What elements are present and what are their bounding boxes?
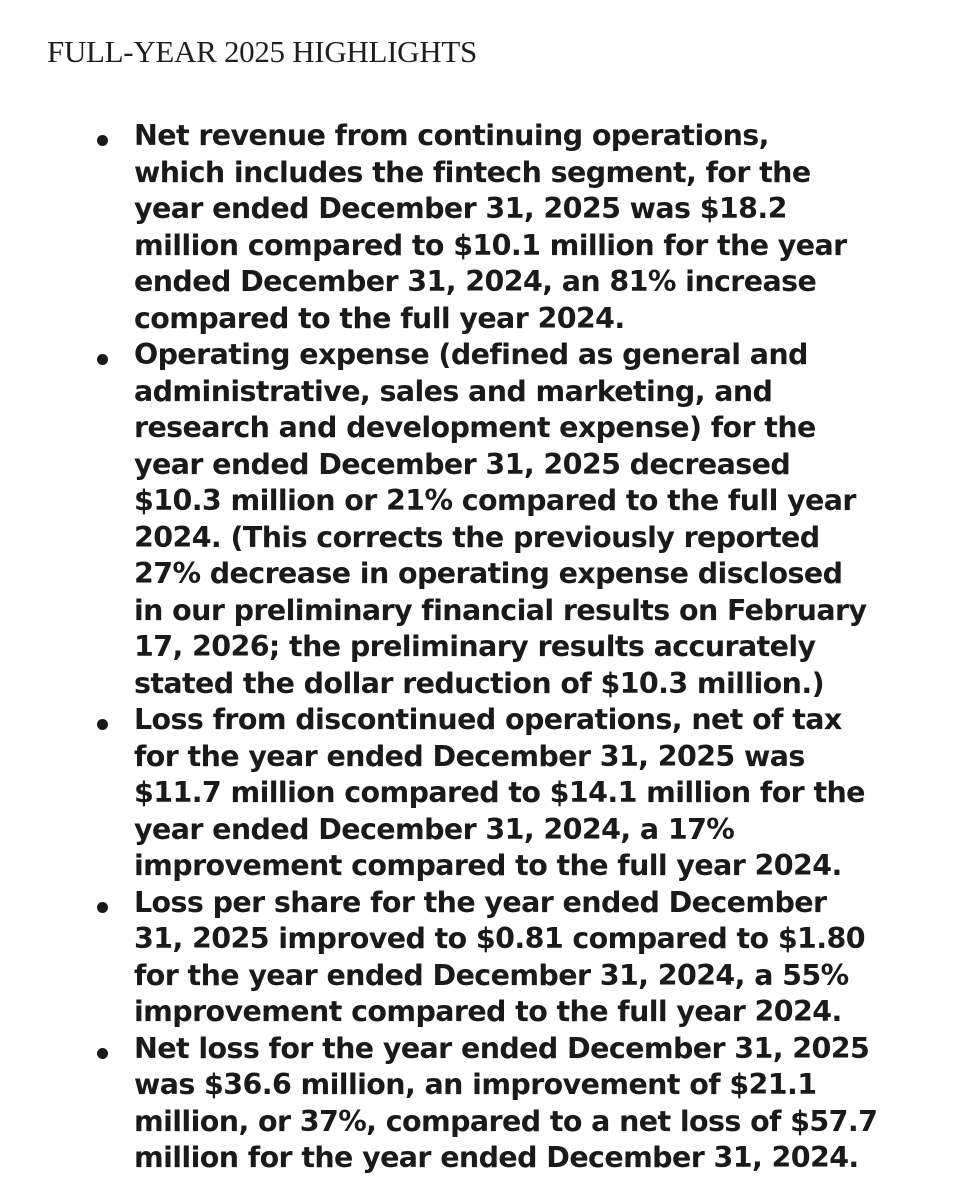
highlight-line: stated the dollar reduction of $10.3 million.) (134, 666, 825, 700)
bullet-icon (97, 1048, 108, 1059)
highlight-line: year ended December 31, 2025 was $18.2 (134, 192, 787, 225)
highlight-line: Operating expense (defined as general and (134, 338, 808, 371)
highlight-line: ended December 31, 2024, an 81% increase (134, 265, 817, 298)
highlight-item (0, 337, 934, 702)
highlight-item (0, 702, 934, 885)
highlight-line: for the year ended December 31, 2024, a 55% (134, 958, 849, 992)
highlight-item (0, 118, 934, 337)
bullet-icon (97, 902, 108, 913)
highlight-line: million, or 37%, compared to a net loss of $57.7 (134, 1104, 878, 1138)
highlight-line: 17, 2026; the preliminary results accurately (134, 630, 816, 663)
highlight-line: year ended December 31, 2024, a 17% (134, 812, 735, 846)
highlight-line: year ended December 31, 2025 decreased (134, 447, 791, 481)
highlight-line: 27% decrease in operating expense disclosed (134, 557, 843, 590)
highlight-line: million for the year ended December 31, 2024. (134, 1141, 859, 1174)
highlight-line: which includes the fintech segment, for the (134, 155, 811, 189)
highlight-item (0, 885, 934, 1031)
highlight-item (0, 1031, 934, 1177)
highlight-line: 31, 2025 improved to $0.81 compared to $1.80 (134, 922, 865, 955)
highlight-line: improvement compared to the full year 2024. (134, 995, 842, 1028)
highlight-line: 2024. (This corrects the previously reported (134, 520, 820, 554)
highlight-line: compared to the full year 2024. (134, 301, 625, 335)
highlight-line: administrative, sales and marketing, and (134, 374, 773, 408)
bullet-icon (97, 135, 108, 146)
highlight-line: Net revenue from continuing operations, (134, 119, 769, 152)
highlight-line: Loss from discontinued operations, net of tax (134, 703, 842, 736)
highlight-line: Loss per share for the year ended December (134, 885, 827, 919)
highlight-line: was $36.6 million, an improvement of $21.1 (134, 1068, 817, 1101)
highlight-line: $11.7 million compared to $14.1 million for the (134, 776, 865, 809)
highlight-line: improvement compared to the full year 2024. (134, 849, 842, 882)
highlight-line: in our preliminary financial results on February (134, 593, 867, 627)
highlight-line: research and development expense) for the (134, 411, 816, 444)
bullet-icon (97, 354, 108, 365)
highlights-list (0, 118, 964, 1177)
highlight-line: million compared to $10.1 million for the year (134, 228, 847, 262)
bullet-icon (97, 719, 108, 730)
highlight-line: $10.3 million or 21% compared to the full year (134, 484, 856, 517)
section-heading: FULL-YEAR 2025 HIGHLIGHTS (47, 34, 477, 69)
highlight-line: for the year ended December 31, 2025 was (134, 739, 805, 773)
highlight-line: Net loss for the year ended December 31, 2025 (134, 1031, 870, 1065)
